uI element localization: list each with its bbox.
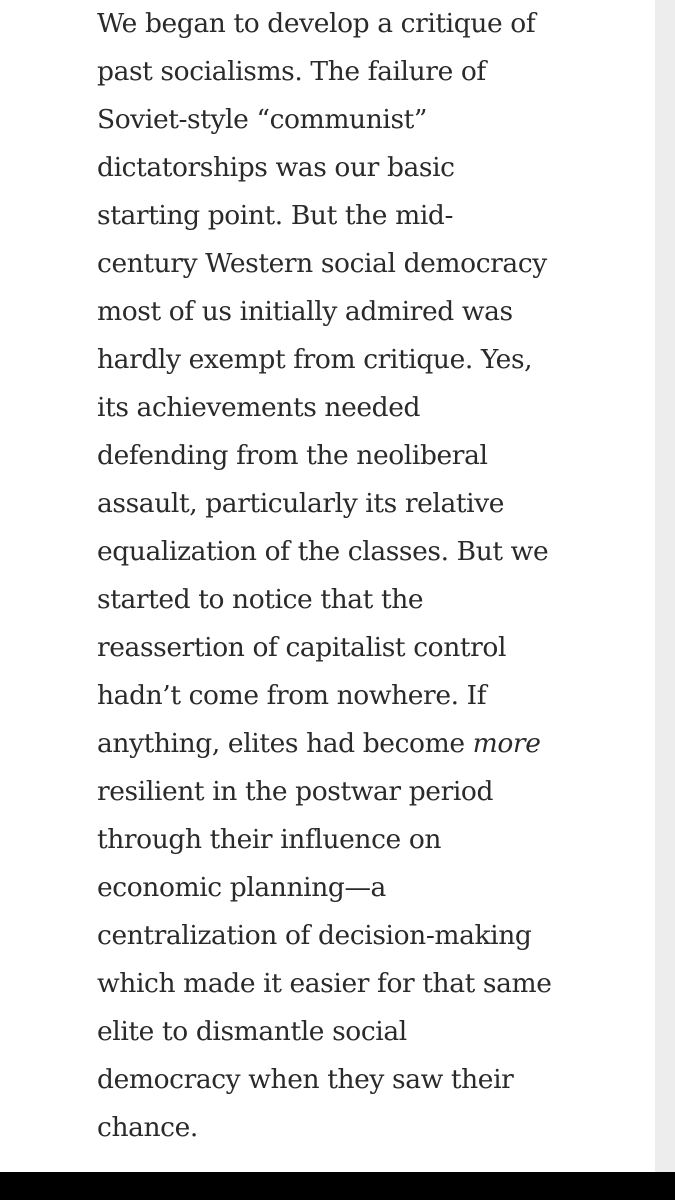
- paragraph-line: century Western social democracy: [97, 248, 547, 279]
- paragraph-line: assault, particularly its relative: [97, 488, 505, 519]
- paragraph-line: past socialisms. The failure of: [97, 56, 486, 87]
- paragraph-line: equalization of the classes. But we: [97, 536, 549, 567]
- bottom-bar: [0, 1172, 675, 1200]
- paragraph-line: dictatorships was our basic: [97, 152, 455, 183]
- paragraph-line: chance.: [97, 1112, 198, 1143]
- paragraph-line: through their influence on: [97, 824, 442, 855]
- paragraph-line: Soviet-style “communist”: [97, 104, 428, 135]
- paragraph-line: hadn’t come from nowhere. If: [97, 680, 487, 711]
- paragraph-line: [97, 720, 637, 768]
- article-paragraph: [97, 0, 637, 1152]
- paragraph-line: most of us initially admired was: [97, 296, 513, 327]
- paragraph-line: started to notice that the: [97, 584, 424, 615]
- paragraph-line: starting point. But the mid-: [97, 200, 454, 231]
- paragraph-line: economic planning—a: [97, 872, 386, 903]
- paragraph-line: hardly exempt from critique. Yes,: [97, 344, 533, 375]
- paragraph-line: centralization of decision-making: [97, 920, 532, 951]
- paragraph-line: resilient in the postwar period: [97, 776, 494, 807]
- paragraph-line: democracy when they saw their: [97, 1064, 514, 1095]
- paragraph-text: anything, elites had become: [97, 728, 465, 759]
- scrollbar-track[interactable]: [655, 0, 675, 1172]
- emphasis-text: more: [472, 728, 541, 759]
- paragraph-line: We began to develop a critique of: [97, 8, 536, 39]
- paragraph-line: which made it easier for that same: [97, 968, 552, 999]
- paragraph-line: defending from the neoliberal: [97, 440, 488, 471]
- paragraph-line: reassertion of capitalist control: [97, 632, 507, 663]
- paragraph-line: its achievements needed: [97, 392, 421, 423]
- paragraph-line: elite to dismantle social: [97, 1016, 407, 1047]
